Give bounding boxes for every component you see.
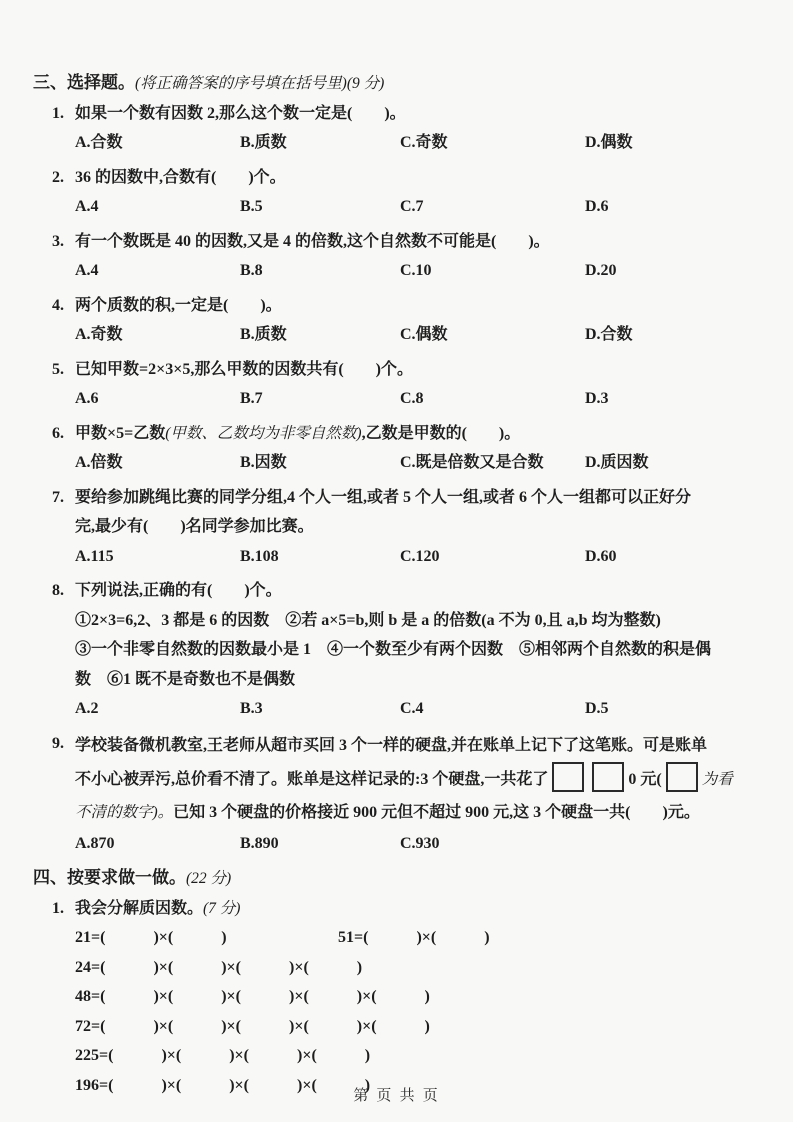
question-7-option-d: D.60 bbox=[585, 547, 617, 565]
question-7-options bbox=[0, 542, 793, 577]
question-5-number: 5. bbox=[52, 360, 64, 378]
question-6-text-part1: 甲数×5=乙数 bbox=[75, 424, 166, 442]
factorization-72: 72=( )×( )×( )×( )×( ) bbox=[75, 1017, 430, 1035]
question-8-statements-line1: ①2×3=6,2、3 都是 6 的因数 ②若 a×5=b,则 b 是 a 的倍数(a 不为 0,且 a,b 均为整数) bbox=[75, 611, 661, 629]
section3-title: 三、选择题。 bbox=[33, 73, 135, 92]
factorization-196: 196=( )×( )×( )×( ) bbox=[75, 1076, 371, 1094]
question-9-text-line2 bbox=[75, 762, 793, 796]
question-8-option-d: D.5 bbox=[585, 700, 609, 717]
page-footer: 第 页 共 页 bbox=[353, 1087, 440, 1104]
section4-task1-title: 我会分解质因数。 bbox=[75, 899, 204, 917]
question-8 bbox=[0, 576, 793, 606]
question-3-text: 有一个数既是 40 的因数,又是 4 的倍数,这个自然数不可能是( )。 bbox=[75, 232, 550, 250]
question-4 bbox=[0, 291, 793, 321]
question-1 bbox=[0, 99, 793, 129]
question-9-text-line2-part1: 不小心被弄污,总价看不清了。账单是这样记录的:3 个硬盘,一共花了 bbox=[75, 770, 549, 788]
question-6-note: (甲数、乙数均为非零自然数) bbox=[165, 424, 362, 442]
question-8-option-c: C.4 bbox=[400, 700, 424, 717]
question-5-option-a: A.6 bbox=[75, 390, 99, 407]
factorization-21: 21=( )×( ) bbox=[75, 929, 227, 946]
question-3-option-b: B.8 bbox=[240, 262, 263, 279]
question-1-option-b: B.质数 bbox=[240, 134, 287, 151]
question-3-option-a: A.4 bbox=[75, 262, 99, 279]
question-4-option-c: C.偶数 bbox=[400, 326, 448, 343]
question-8-option-b: B.3 bbox=[240, 700, 263, 717]
section3-heading bbox=[0, 68, 793, 99]
question-9-text-line1: 学校装备微机教室,王老师从超市买回 3 个一样的硬盘,并在账单上记下了这笔账。可是账单 bbox=[75, 736, 708, 754]
question-7-text-line2: 完,最少有( )名同学参加比赛。 bbox=[75, 518, 314, 535]
question-3-options bbox=[0, 256, 793, 291]
factorization-row-225 bbox=[0, 1041, 793, 1071]
question-9-option-c: C.930 bbox=[400, 834, 440, 852]
question-5-options bbox=[0, 384, 793, 419]
factorization-48: 48=( )×( )×( )×( )×( ) bbox=[75, 988, 430, 1005]
blank-digit-box-2 bbox=[592, 762, 624, 792]
question-2-number: 2. bbox=[52, 168, 64, 186]
question-2-option-b: B.5 bbox=[240, 198, 263, 215]
question-6-options bbox=[0, 448, 793, 483]
question-5-option-c: C.8 bbox=[400, 390, 424, 407]
question-2-option-a: A.4 bbox=[75, 198, 99, 215]
question-3-number: 3. bbox=[52, 232, 64, 250]
question-6-option-d: D.质因数 bbox=[585, 454, 649, 471]
question-8-text: 下列说法,正确的有( )个。 bbox=[75, 582, 282, 599]
question-5 bbox=[0, 355, 793, 385]
section4-note: (22 分) bbox=[186, 870, 232, 887]
question-6-option-a: A.倍数 bbox=[75, 454, 123, 471]
question-1-option-c: C.奇数 bbox=[400, 134, 448, 151]
question-1-number: 1. bbox=[52, 104, 64, 122]
blank-digit-box-3 bbox=[666, 762, 698, 792]
question-5-text: 已知甲数=2×3×5,那么甲数的因数共有( )个。 bbox=[75, 360, 414, 378]
factorization-row-21 bbox=[0, 923, 793, 953]
question-2-options bbox=[0, 192, 793, 227]
section4-task1 bbox=[0, 894, 793, 924]
question-9 bbox=[0, 729, 793, 829]
question-7-option-b: B.108 bbox=[240, 547, 279, 565]
question-1-option-d: D.偶数 bbox=[585, 134, 633, 151]
factorization-24: 24=( )×( )×( )×( ) bbox=[75, 958, 363, 976]
question-3 bbox=[0, 227, 793, 257]
question-9-text-line3-part1: 不清的数字)。 bbox=[75, 803, 174, 821]
section4-task1-number: 1. bbox=[52, 899, 64, 917]
question-1-options bbox=[0, 128, 793, 163]
blank-digit-box-1 bbox=[552, 762, 584, 792]
question-4-number: 4. bbox=[52, 296, 64, 314]
question-2 bbox=[0, 163, 793, 193]
question-1-text: 如果一个数有因数 2,那么这个数一定是( )。 bbox=[75, 104, 406, 122]
question-3-option-d: D.20 bbox=[585, 262, 617, 279]
question-1-option-a: A.合数 bbox=[75, 134, 123, 151]
section4-task1-note: (7 分) bbox=[203, 899, 241, 917]
question-8-option-a: A.2 bbox=[75, 700, 99, 717]
question-4-option-d: D.合数 bbox=[585, 326, 633, 343]
question-7-number: 7. bbox=[52, 488, 64, 506]
section4-title: 四、按要求做一做。 bbox=[33, 868, 186, 887]
question-4-text: 两个质数的积,一定是( )。 bbox=[75, 296, 282, 314]
question-6-option-b: B.因数 bbox=[240, 454, 287, 471]
section4-heading bbox=[0, 863, 793, 894]
question-6-option-c: C.既是倍数又是合数 bbox=[400, 454, 544, 471]
question-9-option-b: B.890 bbox=[240, 834, 279, 852]
factorization-row-72 bbox=[0, 1012, 793, 1042]
question-4-option-b: B.质数 bbox=[240, 326, 287, 343]
question-6-number: 6. bbox=[52, 424, 64, 442]
question-2-option-c: C.7 bbox=[400, 198, 424, 215]
question-9-text-line2-part3: 为看 bbox=[701, 770, 733, 788]
question-6 bbox=[0, 419, 793, 449]
question-2-option-d: D.6 bbox=[585, 198, 609, 215]
question-9-text-line2-part2: 0 元( bbox=[628, 770, 662, 788]
question-7-option-a: A.115 bbox=[75, 547, 114, 565]
question-4-options bbox=[0, 320, 793, 355]
question-9-option-a: A.870 bbox=[75, 834, 115, 852]
question-8-options bbox=[0, 694, 793, 729]
question-5-option-d: D.3 bbox=[585, 390, 609, 407]
factorization-225: 225=( )×( )×( )×( ) bbox=[75, 1047, 371, 1064]
question-4-option-a: A.奇数 bbox=[75, 326, 123, 343]
question-9-options bbox=[0, 829, 793, 864]
question-8-statements-line3: 数 ⑥1 既不是奇数也不是偶数 bbox=[75, 670, 296, 688]
question-2-text: 36 的因数中,合数有( )个。 bbox=[75, 168, 286, 186]
question-9-number: 9. bbox=[52, 734, 64, 752]
question-7-option-c: C.120 bbox=[400, 547, 440, 565]
question-7 bbox=[0, 483, 793, 542]
question-6-text-part2: ,乙数是甲数的( )。 bbox=[361, 424, 521, 442]
question-9-text-line3 bbox=[75, 796, 793, 829]
question-8-statements-line2: ③一个非零自然数的因数最小是 1 ④一个数至少有两个因数 ⑤相邻两个自然数的积是偶 bbox=[75, 641, 712, 658]
question-9-text-line3-part2: 已知 3 个硬盘的价格接近 900 元但不超过 900 元,这 3 个硬盘一共( )元。 bbox=[173, 803, 700, 821]
question-8-number: 8. bbox=[52, 582, 64, 599]
factorization-51: 51=( )×( ) bbox=[338, 929, 490, 946]
section3-note: (将正确答案的序号填在括号里)(9 分) bbox=[135, 75, 385, 92]
question-7-text-line1: 要给参加跳绳比赛的同学分组,4 个人一组,或者 5 个人一组,或者 6 个人一组都可以正好分 bbox=[75, 488, 692, 506]
factorization-row-48 bbox=[0, 982, 793, 1012]
question-5-option-b: B.7 bbox=[240, 390, 263, 407]
factorization-row-24 bbox=[0, 953, 793, 983]
question-3-option-c: C.10 bbox=[400, 262, 432, 279]
